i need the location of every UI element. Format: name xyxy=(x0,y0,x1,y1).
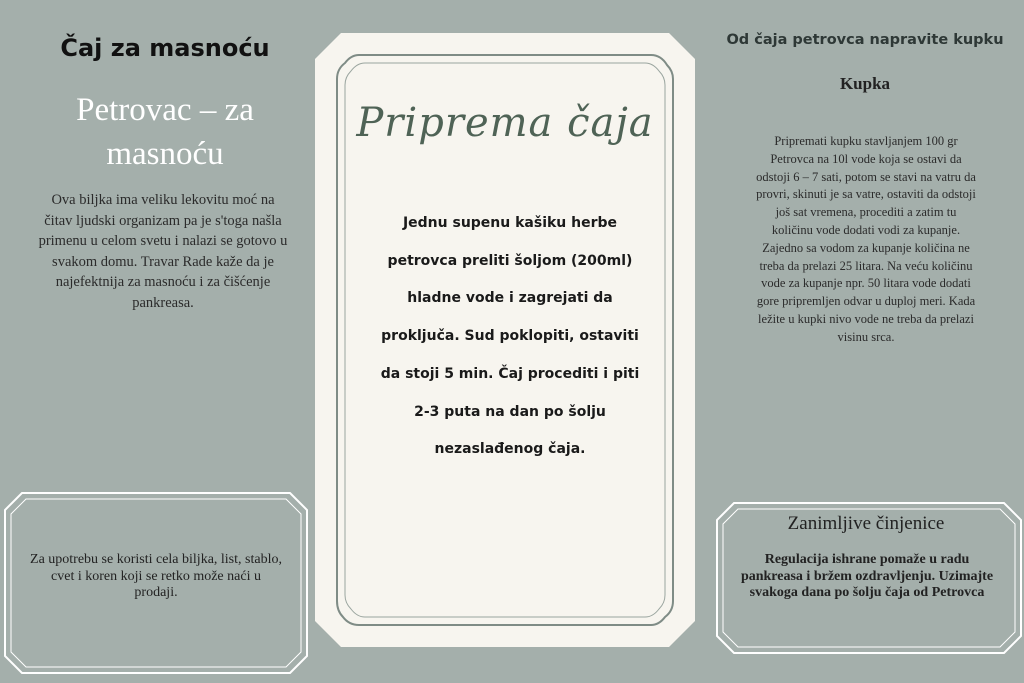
recipe-instructions: Jednu supenu kašiku herbe petrovca preliti šoljom (200ml) hladne vode i zagrejati da proključa. Sud poklopiti, ostaviti da stoji 5 min. Čaj proceditі i piti 2-3 puta na dan po šolju nezaslađenog čaja. xyxy=(380,215,640,458)
right-subheading: Kupka xyxy=(839,74,891,93)
facts-box-text: Regulacija ishrane pomaže u radu pankreasa i bržem ozdravljenju. Uzimajte svakoga dana po šolju čaja od Petrovca xyxy=(740,552,994,601)
right-heading: Od čaja petrovca napravite kupku xyxy=(726,32,1004,48)
recipe-title: Priprema čaja xyxy=(356,100,654,146)
left-title: Čaj za masnoću xyxy=(60,34,270,62)
facts-box-title: Zanimljive činjenice xyxy=(787,513,945,534)
left-body-text: Ova biljka ima veliku lekovitu moć na čitav ljudski organizam pa je s'toga našla primenu u celom svetu i nalazi se gotovo u svakom domu. Travar Rade kaže da je najefektnija za masnoću i za čišćenje pankreasa. xyxy=(38,192,288,311)
left-info-box-text: Za upotrebu se koristi cela biljka, list, stablo, cvet i koren koji se retko može naći u prodaji. xyxy=(30,552,282,600)
bath-instructions: Pripremati kupku stavljanjem 100 gr Petrovca na 10l vode koja se ostavi da odstoji 6 – 7 sati, potom se stavi na vatru da provri, skinuti je sa vatre, ostaviti da odstoji još sat vremena, procediti a zatim tu količinu vode dodati vodi za kupanje. Zajedno sa vodom za kupanje količina ne treba da prelazi 25 litara. Na veću količinu vode za kupanje npr. 50 litara vode dodati gore pripremljen odvar u duploj meri. Kada ležite u kupki nivo vode ne treba da prelazi visinu srca. xyxy=(756,134,976,344)
left-subtitle: Petrovac – za masnoću xyxy=(76,92,254,172)
